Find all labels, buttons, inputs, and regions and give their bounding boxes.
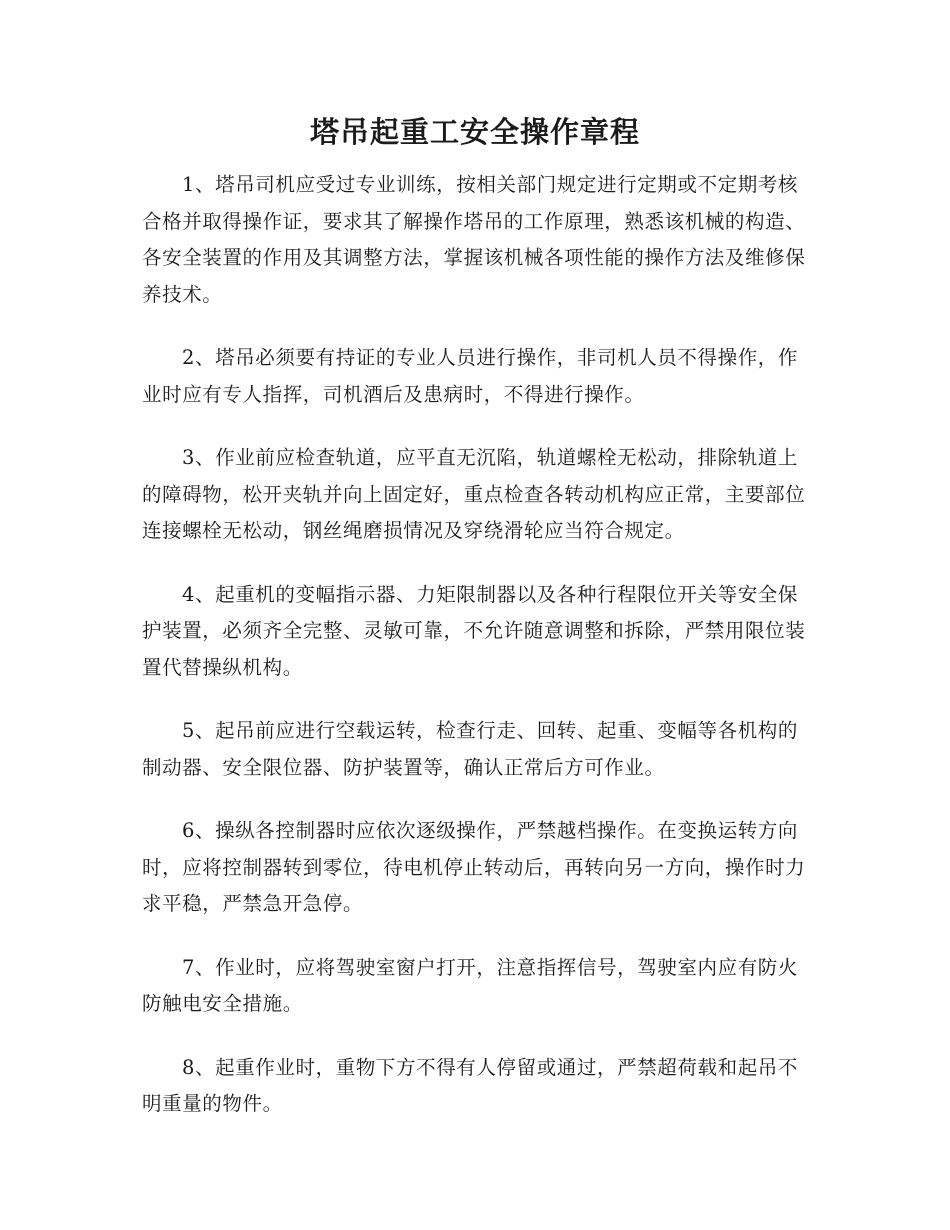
document-body — [142, 167, 806, 1150]
paragraph-2: 2、塔吊必须要有持证的专业人员进行操作，非司机人员不得操作，作业时应有专人指挥，司机酒后及患病时，不得进行操作。 — [142, 346, 799, 406]
paragraph-4: 4、起重机的变幅指示器、力矩限制器以及各种行程限位开关等安全保护装置，必须齐全完整、灵敏可靠，不允许随意调整和拆除，严禁用限位装置代替操纵机构。 — [142, 582, 806, 679]
paragraph-3: 3、作业前应检查轨道，应平直无沉陷，轨道螺栓无松动，排除轨道上的障碍物，松开夹轨并向上固定好，重点检查各转动机构应正常，主要部位连接螺栓无松动，钢丝绳磨损情况及穿绕滑轮应当符合规定。 — [142, 446, 806, 542]
paragraph-7: 7、作业时，应将驾驶室窗户打开，注意指挥信号，驾驶室内应有防火防触电安全措施。 — [142, 955, 799, 1015]
paragraph-8: 8、起重作业时，重物下方不得有人停留或通过，严禁超荷载和起吊不明重量的物件。 — [142, 1055, 799, 1115]
paragraph-6: 6、操纵各控制器时应依次逐级操作，严禁越档操作。在变换运转方向时，应将控制器转到零位，待电机停止转动后，再转向另一方向，操作时力求平稳，严禁急开急停。 — [142, 819, 806, 915]
paragraph-1: 1、塔吊司机应受过专业训练，按相关部门规定进行定期或不定期考核合格并取得操作证，要求其了解操作塔吊的工作原理，熟悉该机械的构造、各安全装置的作用及其调整方法，掌握该机械各项性能的操作方法及维修保养技术。 — [142, 173, 806, 306]
document-title: 塔吊起重工安全操作章程 — [309, 115, 640, 149]
paragraph-5: 5、起吊前应进行空载运转，检查行走、回转、起重、变幅等各机构的制动器、安全限位器、防护装置等，确认正常后方可作业。 — [142, 719, 799, 779]
